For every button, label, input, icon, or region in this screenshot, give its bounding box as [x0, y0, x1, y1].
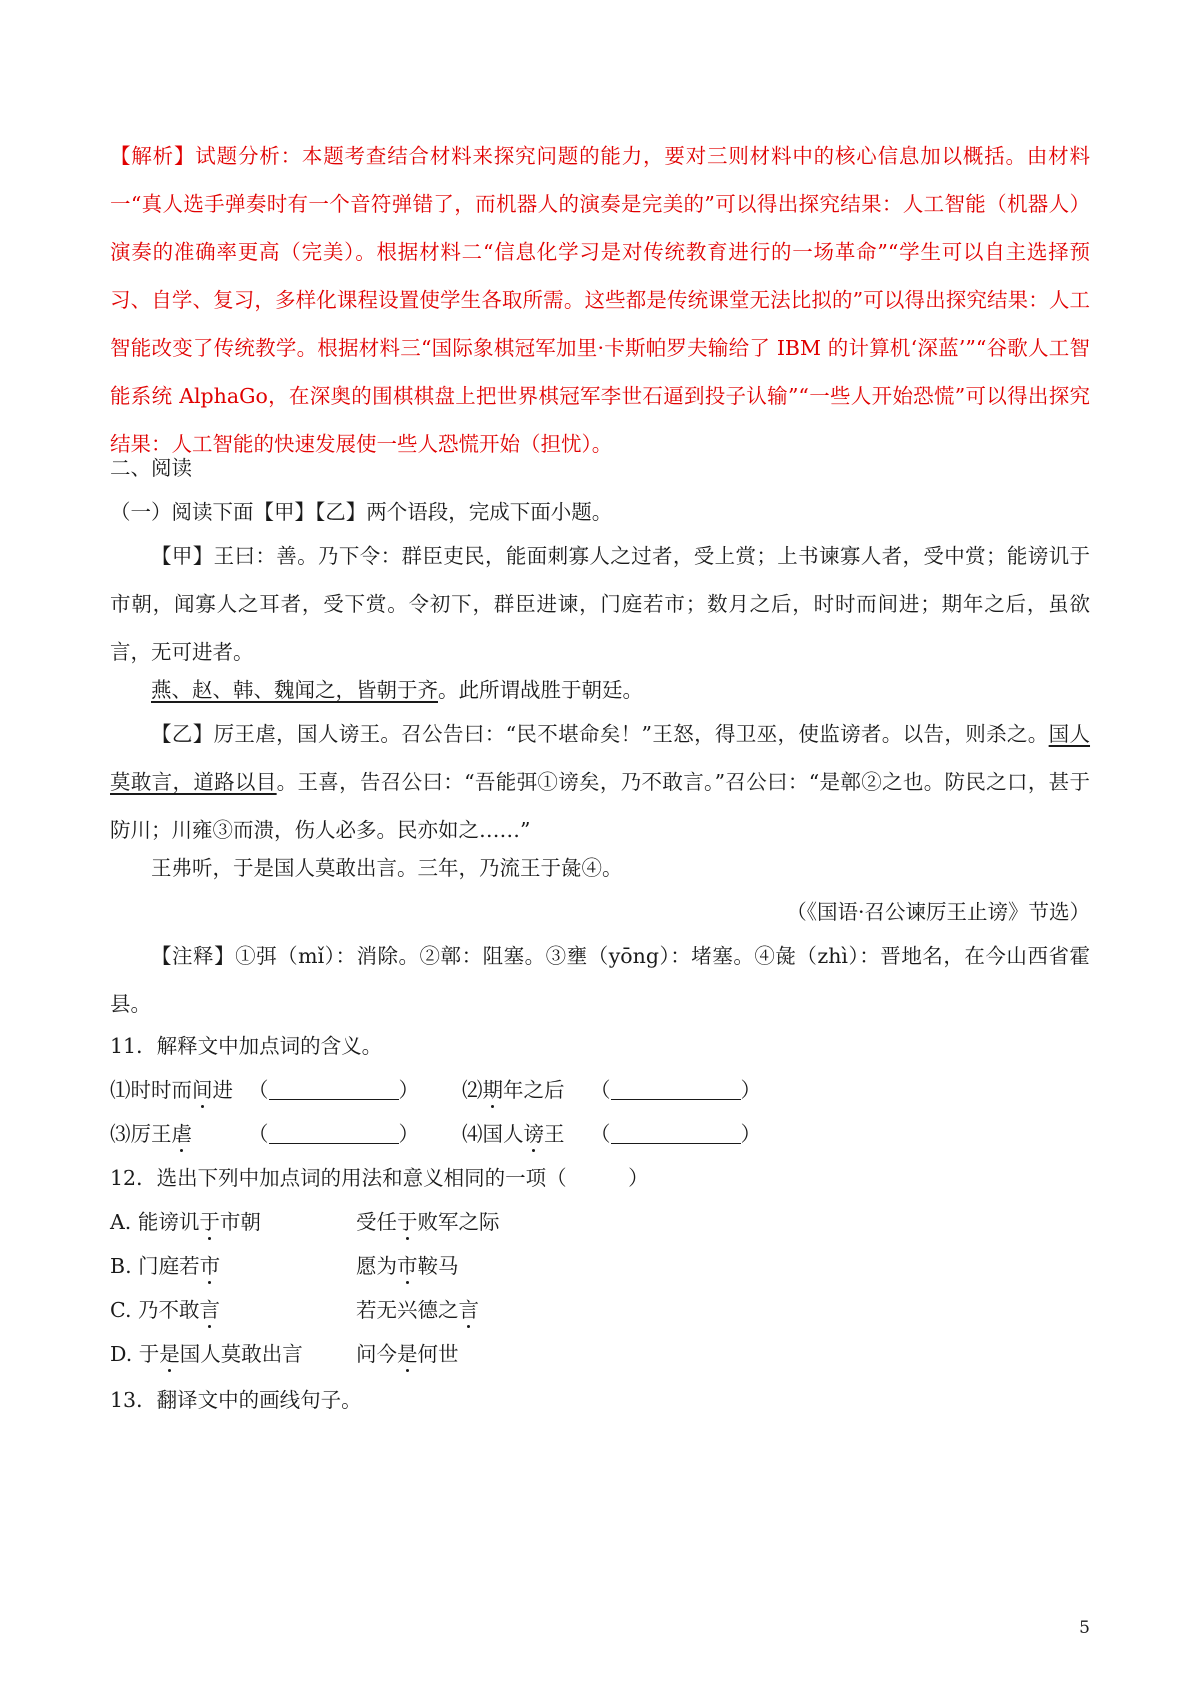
q12-stem: 12．选出下列中加点词的用法和意义相同的一项（ ）: [110, 1166, 649, 1190]
q11-item-4: [462, 1110, 565, 1158]
yi-text: 厉王虐，国人谤王。召公告曰：“民不堪命矣！”王怒，得卫巫，使监谤者。以告，则杀之。: [213, 722, 1049, 746]
answer-blank[interactable]: [269, 1121, 399, 1144]
paren-close: ）: [740, 1078, 761, 1102]
q11-item-number: ⑵: [462, 1078, 483, 1102]
option-text: 愿为: [356, 1254, 397, 1278]
option-text: 门庭若: [138, 1254, 200, 1278]
q11-answer-blank-4[interactable]: [590, 1110, 761, 1158]
q11-item-text: 进: [212, 1078, 233, 1102]
analysis-tag: 【解析】: [110, 144, 196, 168]
dotted-character: 谤: [523, 1122, 544, 1146]
option-text: 败军之际: [417, 1210, 500, 1234]
paren-open: （: [590, 1078, 611, 1102]
q12-option-d-compare: [356, 1330, 459, 1378]
dotted-character: 于: [199, 1210, 220, 1234]
option-text: 能谤讥: [137, 1210, 200, 1234]
option-text: 市朝: [219, 1210, 261, 1234]
dotted-character: 间: [192, 1078, 213, 1102]
analysis-text: 试题分析：本题考查结合材料来探究问题的能力，要对三则材料中的核心信息加以概括。由材料一“真人选手弹奏时有一个音符弹错了，而机器人的演奏是完美的”可以得出探究结果：人工智能（机器人）演奏的准确率更高（完美）。根据材料二“信息化学习是对传统教育进行的一场革命”“学生可以自主选择预习、自学、复习，多样化课程设置使学生各取所需。这些都是传统课堂无法比拟的”可以得出探究结果：人工智能改变了传统教学。根据材料三“国际象棋冠军加里·卡斯帕罗夫输给了 IBM 的计算机‘深蓝’”“谷歌人工智能系统 AlphaGo，在深奥的围棋棋盘上把世界棋冠军李世石逼到投子认输”“一些人开始恐慌”可以得出探究结果：人工智能的快速发展使一些人恐慌开始（担忧）。: [110, 144, 1091, 456]
dotted-character: 于: [397, 1210, 418, 1234]
section-heading: 二、阅读: [110, 456, 192, 480]
q11-item-text: 时时而: [130, 1078, 192, 1102]
dotted-character: 虐: [171, 1122, 192, 1146]
analysis-paragraph: [110, 132, 1090, 468]
q12-option-b[interactable]: [110, 1242, 220, 1290]
option-text: 何世: [417, 1342, 459, 1366]
passage-yi: [110, 710, 1090, 854]
q11-item-text: 厉王: [130, 1122, 172, 1146]
q11-item-2: [462, 1066, 565, 1114]
dotted-character: 是: [159, 1342, 180, 1366]
passage-jia-underlined-line: [110, 666, 1090, 714]
passage-jia: [110, 532, 1090, 676]
jia-text: 王曰：善。乃下令：群臣吏民，能面刺寡人之过者，受上赏；上书谏寡人者，受中赏；能谤讥于市朝，闻寡人之耳者，受下赏。令初下，群臣进谏，门庭若市；数月之后，时时而间进；期年之后，虽欲言，无可进者。: [110, 544, 1090, 664]
q11-stem: 11．解释文中加点词的含义。: [110, 1034, 383, 1058]
option-label: D.: [110, 1342, 133, 1366]
option-text: 鞍马: [417, 1254, 459, 1278]
q12-option-c-compare: [356, 1286, 479, 1334]
jia-tag: 【甲】: [151, 544, 214, 568]
option-label: C.: [110, 1298, 132, 1322]
option-text: 于: [138, 1342, 160, 1366]
q12-option-a[interactable]: [110, 1198, 261, 1246]
yi-tag: 【乙】: [151, 722, 214, 746]
answer-blank[interactable]: [611, 1077, 741, 1100]
q11-item-number: ⑶: [110, 1122, 131, 1146]
notes-tag: 【注释】: [151, 944, 236, 968]
q12-option-b-compare: [356, 1242, 459, 1290]
paren-close: ）: [398, 1122, 419, 1146]
notes-text: ①弭（mǐ）：消除。②鄣：阻塞。③壅（yōng）：堵塞。④彘（zhì）：晋地名，在今山西省霍县。: [110, 944, 1090, 1016]
yi-last-line: 王弗听，于是国人莫敢出言。三年，乃流王于彘④。: [151, 856, 623, 880]
option-text: 问今: [356, 1342, 397, 1366]
paren-close: ）: [740, 1122, 761, 1146]
paren-close: ）: [398, 1078, 419, 1102]
notes-paragraph: [110, 932, 1090, 1028]
q12-option-a-compare: [356, 1198, 500, 1246]
option-text: 若无兴德之: [356, 1298, 459, 1322]
q11-item-number: ⑴: [110, 1078, 131, 1102]
option-label: B.: [110, 1254, 132, 1278]
dotted-character: 言: [458, 1298, 479, 1322]
q11-item-text: 国人: [482, 1122, 524, 1146]
yi-underlined-sentence: 国人莫敢言，道路以目: [110, 722, 1091, 794]
jia-after-underline: 。此所谓战胜于朝廷。: [438, 678, 643, 702]
q11-item-1: [110, 1066, 233, 1114]
option-label: A.: [110, 1210, 132, 1234]
q11-item-text: 年之后: [503, 1078, 565, 1102]
q11-answer-blank-2[interactable]: [590, 1066, 761, 1114]
paren-open: （: [248, 1078, 269, 1102]
q11-item-number: ⑷: [462, 1122, 483, 1146]
dotted-character: 市: [397, 1254, 418, 1278]
option-text: 乃不敢: [138, 1298, 200, 1322]
page-number: 5: [1079, 1618, 1090, 1638]
dotted-character: 言: [199, 1298, 221, 1322]
dotted-character: 是: [397, 1342, 418, 1366]
option-text: 受任: [356, 1210, 397, 1234]
option-text: 国人莫敢出言: [179, 1342, 303, 1366]
q12-option-d[interactable]: [110, 1330, 303, 1378]
answer-blank[interactable]: [611, 1121, 741, 1144]
q11-item-3: [110, 1110, 192, 1158]
answer-blank[interactable]: [269, 1077, 399, 1100]
jia-underlined-sentence: 燕、赵、韩、魏闻之，皆朝于齐: [151, 678, 438, 702]
source-citation: （《国语·召公谏厉王止谤》节选）: [786, 900, 1090, 924]
q11-answer-blank-3[interactable]: [248, 1110, 419, 1158]
sub-heading: （一）阅读下面【甲】【乙】两个语段，完成下面小题。: [110, 500, 613, 524]
dotted-character: 市: [199, 1254, 221, 1278]
q11-answer-blank-1[interactable]: [248, 1066, 419, 1114]
q12-option-c[interactable]: [110, 1286, 220, 1334]
dotted-character: 期: [482, 1078, 503, 1102]
paren-open: （: [590, 1122, 611, 1146]
yi-rest: 。王喜，告召公曰：“吾能弭①谤矣，乃不敢言。”召公曰：“是鄣②之也。防民之口，甚于防川；川雍③而溃，伤人必多。民亦如之……”: [110, 770, 1090, 842]
q11-item-text: 王: [544, 1122, 565, 1146]
paren-open: （: [248, 1122, 269, 1146]
q13-stem: 13．翻译文中的画线句子。: [110, 1388, 362, 1412]
